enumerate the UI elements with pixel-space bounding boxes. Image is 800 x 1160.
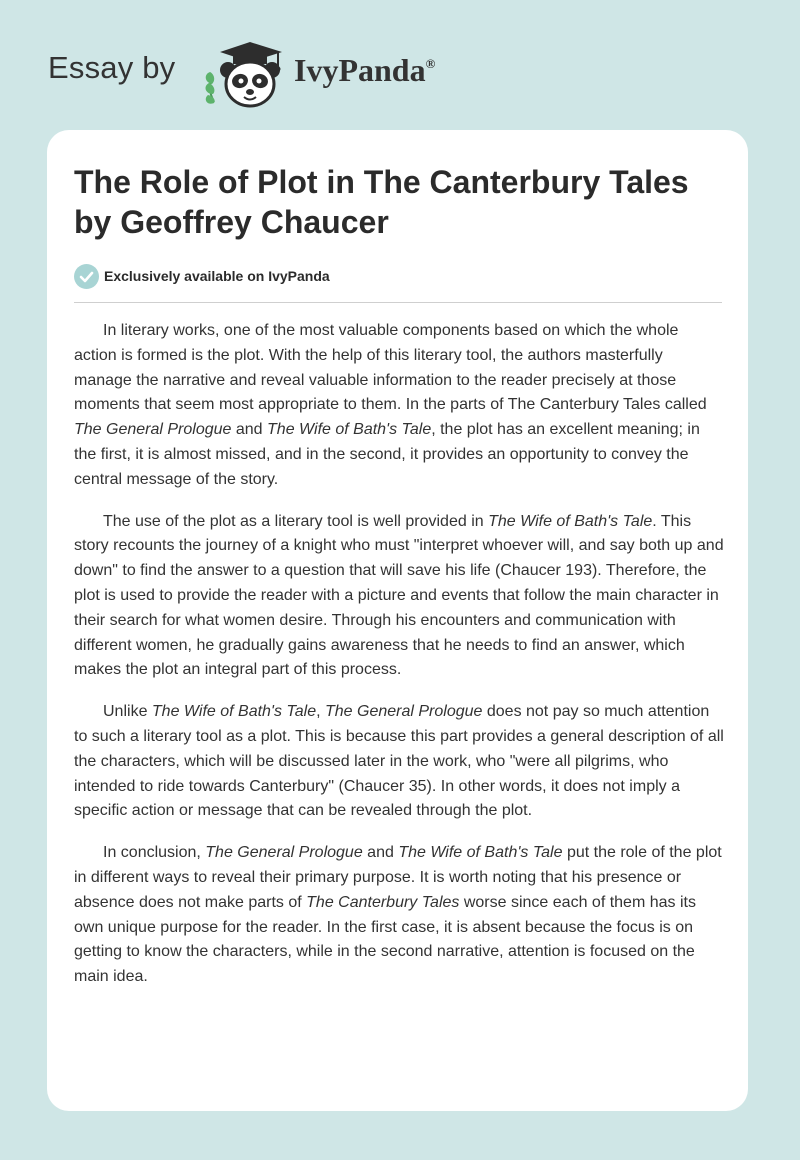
brand-name[interactable] (294, 52, 435, 89)
essay-title: The Role of Plot in The Canterbury Tales by Geoffrey Chaucer (74, 164, 689, 240)
check-icon (74, 264, 99, 289)
brand-text: IvyPanda (294, 52, 426, 88)
paragraph-2: The use of the plot as a literary tool is well provided in The Wife of Bath's Tale. This story recounts the journey of a knight who must "interpret whoever will, and say both up and down" to find the answer to a question that will save his life (Chaucer 193). Therefore, the plot is used to provide the reader with a picture and events that follow the main character in their search for what women desire. Through his encounters and communication with different women, he gradually gains awareness that he needs to find an answer, which makes the plot an integral part of this process. (74, 512, 724, 679)
exclusive-badge-label: Exclusively available on IvyPanda (104, 268, 330, 284)
panda-graduate-logo[interactable] (200, 36, 290, 110)
essay-card (47, 130, 748, 1111)
site-header (0, 0, 800, 120)
divider (74, 302, 722, 303)
paragraph-4: In conclusion, The General Prologue and The Wife of Bath's Tale put the role of the plot in different ways to reveal their primary purpose. It is worth noting that his presence or absence does not make parts of The Canterbury Tales worse since each of them has its own unique purpose for the reader. In the first case, it is absent because the focus is on getting to know the characters, while in the second narrative, attention is focused on the main idea. (74, 844, 722, 986)
registered-mark: ® (425, 56, 436, 71)
paragraph-3: Unlike The Wife of Bath's Tale, The General Prologue does not pay so much attention to such a literary tool as a plot. This is because this part provides a general description of all the characters, which will be discussed later in the work, who "were all pilgrims, who intended to ride towards Canterbury" (Chaucer 35). In other words, it does not imply a specific action or message that can be revealed through the plot. (74, 703, 724, 820)
paragraph-1: In literary works, one of the most valuable components based on which the whole action is formed is the plot. With the help of this literary tool, the authors masterfully manage the narrative and reveal valuable information to the reader precisely at those moments that seem most appropriate to them. In the parts of The Canterbury Tales called The General Prologue and The Wife of Bath's Tale, the plot has an excellent meaning; in the first, it is almost missed, and in the second, it provides an opportunity to convey the central message of the story. (74, 322, 707, 488)
exclusive-badge (74, 263, 330, 289)
essay-by-label: Essay by (48, 50, 176, 85)
essay-body (74, 319, 724, 1007)
ivy-leaf-icon (206, 72, 215, 104)
